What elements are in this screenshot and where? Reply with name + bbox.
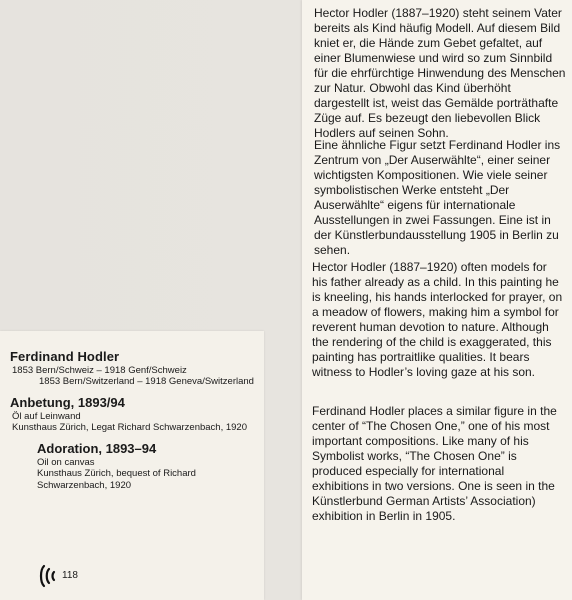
english-paragraph-1: Hector Hodler (1887–1920) often models for his father already as a child. In this painting he is kneeling, his hands interlocked for prayer, on a meadow of flowers, making him a symbol for reverent human devotion to nature. Although the rendering of the child is exaggerated, this painting has portraitlike qualities. It bears witness to Hodler’s loving gaze at his son.: [312, 260, 563, 379]
artist-life-english: 1853 Bern/Switzerland – 1918 Geneva/Switzerland: [39, 376, 254, 387]
german-paragraph-2: Eine ähnliche Figur setzt Ferdinand Hodler ins Zentrum von „Der Auserwählte“, einer seiner wichtigsten Kompositionen. Wie viele seiner symbolistischen Werke entsteht „Der Auserwählte“ eigens für internationale Ausstellungen in zwei Fassungen. Eine ist in der Künstlerbundausstellung 1905 in Berlin zu sehen.: [314, 138, 561, 257]
artwork-title-english: Adoration, 1893–94: [37, 441, 157, 456]
german-paragraph-1: Hector Hodler (1887–1920) steht seinem Vater bereits als Kind häufig Modell. Auf diesem Bild kniet er, die Hände zum Gebet gefaltet, auf einer Blumenwiese und wird so zum Sinnbild für die ehrfürchtige Hinwendung des Menschen zur Natur. Obwohl das Kind überhöht dargestellt ist, weist das Gemälde porträthafte Züge auf. Es bezeugt den liebevollen Blick Hodlers auf seinen Sohn.: [314, 6, 566, 140]
artist-name: Ferdinand Hodler: [10, 349, 120, 364]
audio-guide-icon: [38, 563, 62, 589]
artwork-title-german: Anbetung, 1893/94: [10, 395, 125, 410]
wall-text-panel: [302, 0, 572, 600]
artwork-medium-english: Oil on canvas: [37, 457, 95, 468]
artist-life-german: 1853 Bern/Schweiz – 1918 Genf/Schweiz: [12, 365, 187, 376]
artwork-credit-german: Kunsthaus Zürich, Legat Richard Schwarzenbach, 1920: [12, 422, 247, 433]
artwork-medium-german: Öl auf Leinwand: [12, 411, 81, 422]
english-paragraph-2: Ferdinand Hodler places a similar figure in the center of “The Chosen One,” one of his most important compositions. Like many of his Symbolist works, “The Chosen One” is produced especially for international exhibitions in two versions. One is seen in the Künstlerbund German Artists’ Association) exhibition in Berlin in 1905.: [312, 404, 557, 523]
artwork-credit-english: Kunsthaus Zürich, bequest of Richard Schwarzenbach, 1920: [37, 468, 196, 491]
artwork-label-card: [0, 331, 264, 600]
audio-guide-number: 118: [62, 570, 78, 581]
